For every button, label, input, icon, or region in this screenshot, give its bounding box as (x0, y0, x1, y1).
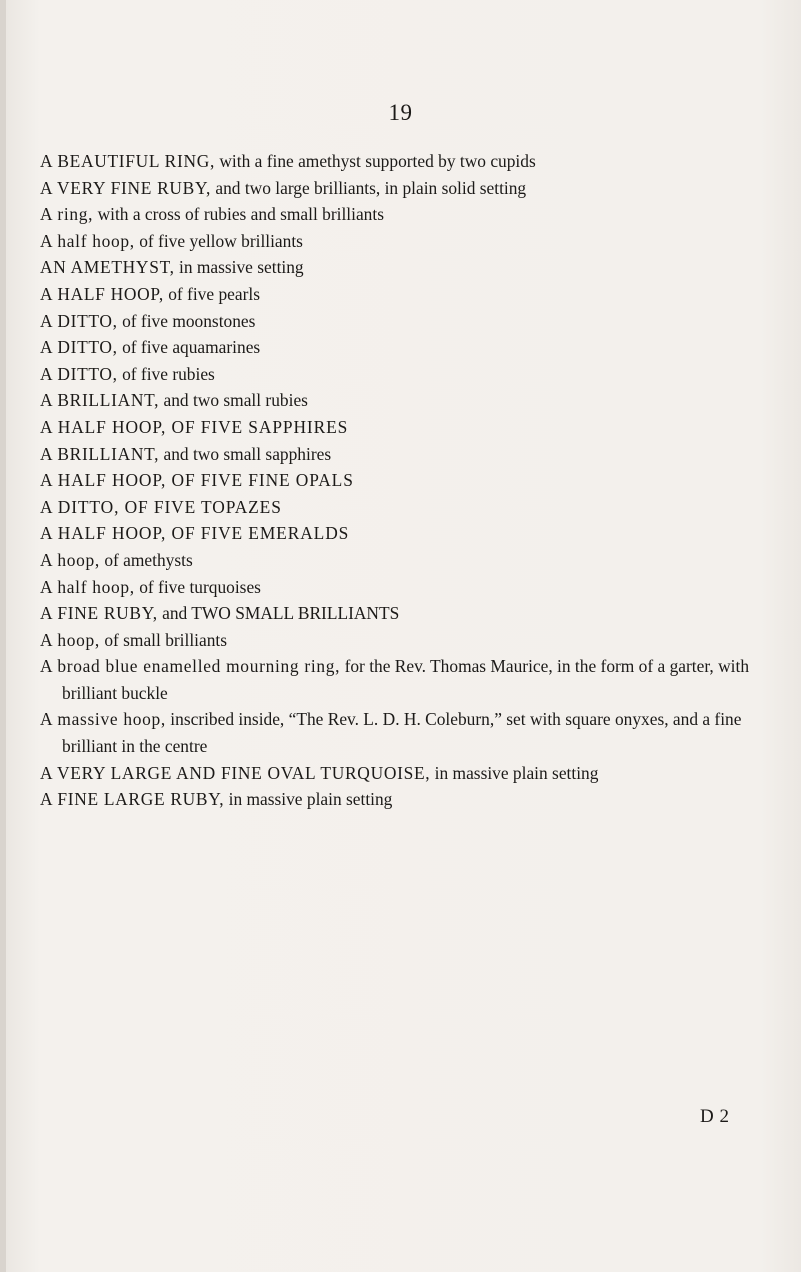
list-item (40, 760, 770, 787)
item-description: with a fine amethyst supported by two cupids (215, 151, 536, 171)
item-lead: A half hoop, (40, 576, 135, 597)
list-item (40, 786, 770, 813)
item-description: and two small rubies (159, 390, 308, 411)
signature-mark: D 2 (700, 1106, 730, 1127)
list-item (40, 494, 770, 521)
item-lead: A HALF HOOP, (40, 416, 167, 437)
page-number: 19 (388, 100, 413, 125)
list-item (40, 387, 770, 414)
item-description: of five aquamarines (117, 337, 261, 358)
item-lead: A BEAUTIFUL RING, (40, 151, 216, 171)
item-description: of five moonstones (117, 310, 256, 331)
list-item (40, 467, 770, 494)
item-description: of small brilliants (99, 629, 228, 650)
list-item (40, 361, 770, 388)
list-item (40, 175, 770, 202)
list-item (40, 627, 770, 654)
page-gutter (0, 0, 6, 1272)
item-lead: A broad blue enamelled mourning ring, (40, 656, 341, 677)
catalogue-list (40, 148, 770, 813)
item-description: of five rubies (117, 363, 215, 384)
item-lead: A DITTO, (40, 363, 118, 384)
item-lead: A ring, (40, 204, 94, 225)
list-item (40, 706, 770, 759)
item-description: OF FIVE FINE OPALS (166, 470, 354, 491)
item-lead: A DITTO, (40, 337, 118, 358)
list-item (40, 334, 770, 361)
list-item (40, 600, 770, 627)
item-lead: A BRILLIANT, (40, 390, 160, 411)
item-lead: A VERY FINE RUBY, (40, 177, 212, 198)
list-item (40, 414, 770, 441)
list-item (40, 520, 770, 547)
list-item (40, 653, 770, 706)
item-lead: A hoop, (40, 629, 100, 650)
list-item (40, 254, 770, 281)
list-item (40, 228, 770, 255)
item-lead: A FINE RUBY, (40, 603, 158, 624)
item-description: in massive setting (174, 257, 304, 278)
item-description: of amethysts (99, 549, 193, 570)
item-description: of five yellow brilliants (134, 230, 303, 251)
item-description: with a cross of rubies and small brilliants (93, 204, 384, 225)
item-description: and two small sapphires (159, 443, 332, 464)
item-lead: A half hoop, (40, 230, 135, 251)
item-description: in massive plain setting (430, 762, 599, 783)
item-lead: A hoop, (40, 549, 100, 570)
item-lead: AN AMETHYST, (40, 257, 175, 278)
list-item (40, 441, 770, 468)
item-description: for the Rev. Thomas Maurice, in the form of a garter, with brilliant buckle (62, 656, 750, 703)
list-item (40, 574, 770, 601)
item-lead: A FINE LARGE RUBY, (40, 789, 225, 810)
item-lead: A DITTO, (40, 310, 118, 331)
item-description: OF FIVE TOPAZES (119, 496, 282, 517)
item-description: OF FIVE SAPPHIRES (166, 416, 349, 437)
item-description: of five turquoises (134, 576, 261, 597)
list-item (40, 148, 770, 175)
item-description: in massive plain setting (224, 789, 393, 810)
list-item (40, 201, 770, 228)
item-description: and two large brilliants, in plain solid setting (211, 177, 527, 198)
item-lead: A BRILLIANT, (40, 443, 160, 464)
list-item (40, 547, 770, 574)
item-description: OF FIVE EMERALDS (166, 523, 350, 544)
item-description: and TWO SMALL BRILLIANTS (157, 603, 400, 624)
item-lead: A HALF HOOP, (40, 523, 167, 544)
item-lead: A HALF HOOP, (40, 283, 164, 304)
list-item (40, 308, 770, 335)
item-description: of five pearls (163, 283, 260, 304)
item-description: inscribed inside, “The Rev. L. D. H. Coleburn,” set with square onyxes, and a fine brilliant in the centre (62, 709, 742, 757)
item-lead: A massive hoop, (40, 709, 166, 730)
item-lead: A DITTO, (40, 496, 120, 517)
item-lead: A VERY LARGE AND FINE OVAL TURQUOISE, (40, 762, 431, 783)
list-item (40, 281, 770, 308)
item-lead: A HALF HOOP, (40, 470, 167, 491)
